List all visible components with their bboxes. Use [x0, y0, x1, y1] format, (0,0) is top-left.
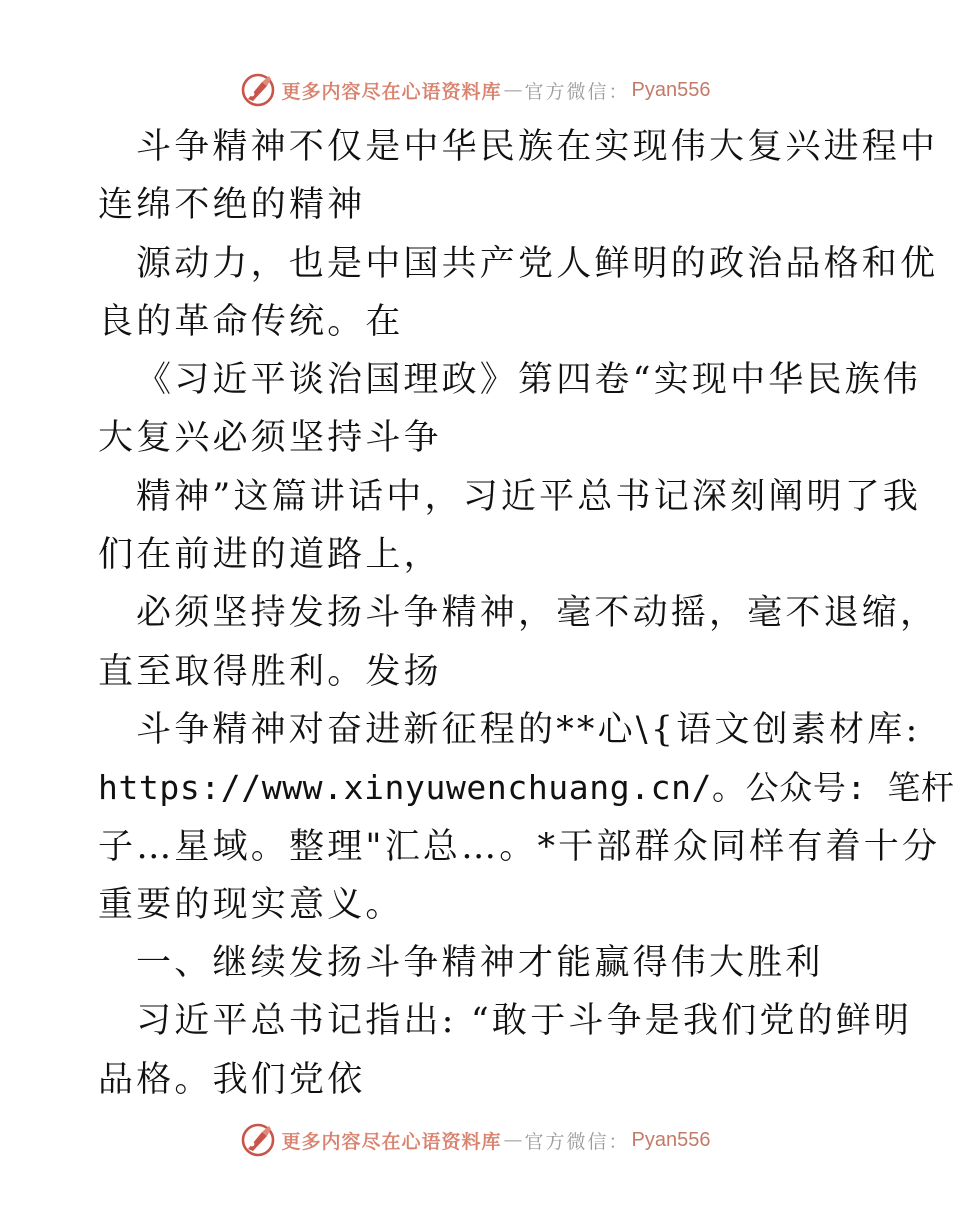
- footer-watermark: [0, 1120, 950, 1160]
- watermark-separator: —: [503, 79, 523, 101]
- body-text-line: 重要的现实意义。: [98, 884, 404, 925]
- watermark-separator: —: [503, 1129, 523, 1151]
- body-text-line: 源动力，也是中国共产党人鲜明的政治品格和优: [136, 243, 939, 284]
- watermark-brand: 更多内容尽在心语资料库: [281, 80, 502, 103]
- watermark-label: 官方微信：: [524, 1130, 630, 1153]
- body-text-line: 连绵不绝的精神: [98, 185, 366, 226]
- body-text-line: 斗争精神对奋进新征程的**心\{语文创素材库:: [136, 709, 921, 750]
- body-text-line: 良的革命传统。在: [98, 301, 404, 342]
- body-text-line: 精神”这篇讲话中，习近平总书记深刻阐明了我: [136, 476, 922, 517]
- watermark-label: 官方微信：: [524, 80, 630, 103]
- watermark-wechat-id: Pyan556: [631, 1128, 711, 1151]
- body-text-line: 们在前进的道路上，: [98, 535, 442, 576]
- header-watermark: [0, 70, 950, 110]
- quill-logo-icon: [240, 72, 276, 108]
- body-text-line: 《习近平谈治国理政》第四卷“实现中华民族伟: [136, 360, 922, 401]
- body-text-line: 斗争精神不仅是中华民族在实现伟大复兴进程中: [136, 127, 939, 167]
- body-text-line: 直至取得胜利。发扬: [98, 651, 442, 692]
- body-text-line: 一、继续发扬斗争精神才能赢得伟大胜利: [136, 943, 824, 984]
- body-text-line: 大复兴必须坚持斗争: [98, 418, 442, 459]
- body-text-line: 品格。我们党依: [98, 1059, 366, 1100]
- watermark-wechat-id: Pyan556: [631, 78, 711, 101]
- body-text-line: 习近平总书记指出: “敢于斗争是我们党的鲜明: [136, 1001, 913, 1042]
- document-body: [98, 118, 955, 1109]
- body-text-line: https://www.xinyuwenchuang.cn/。公众号: 笔杆: [98, 768, 955, 808]
- quill-logo-icon: [240, 1122, 276, 1158]
- body-text-line: 子…星域。整理"汇总…。*干部群众同样有着十分: [98, 826, 941, 867]
- watermark-brand: 更多内容尽在心语资料库: [281, 1130, 502, 1153]
- body-text-line: 必须坚持发扬斗争精神，毫不动摇，毫不退缩，: [136, 593, 939, 634]
